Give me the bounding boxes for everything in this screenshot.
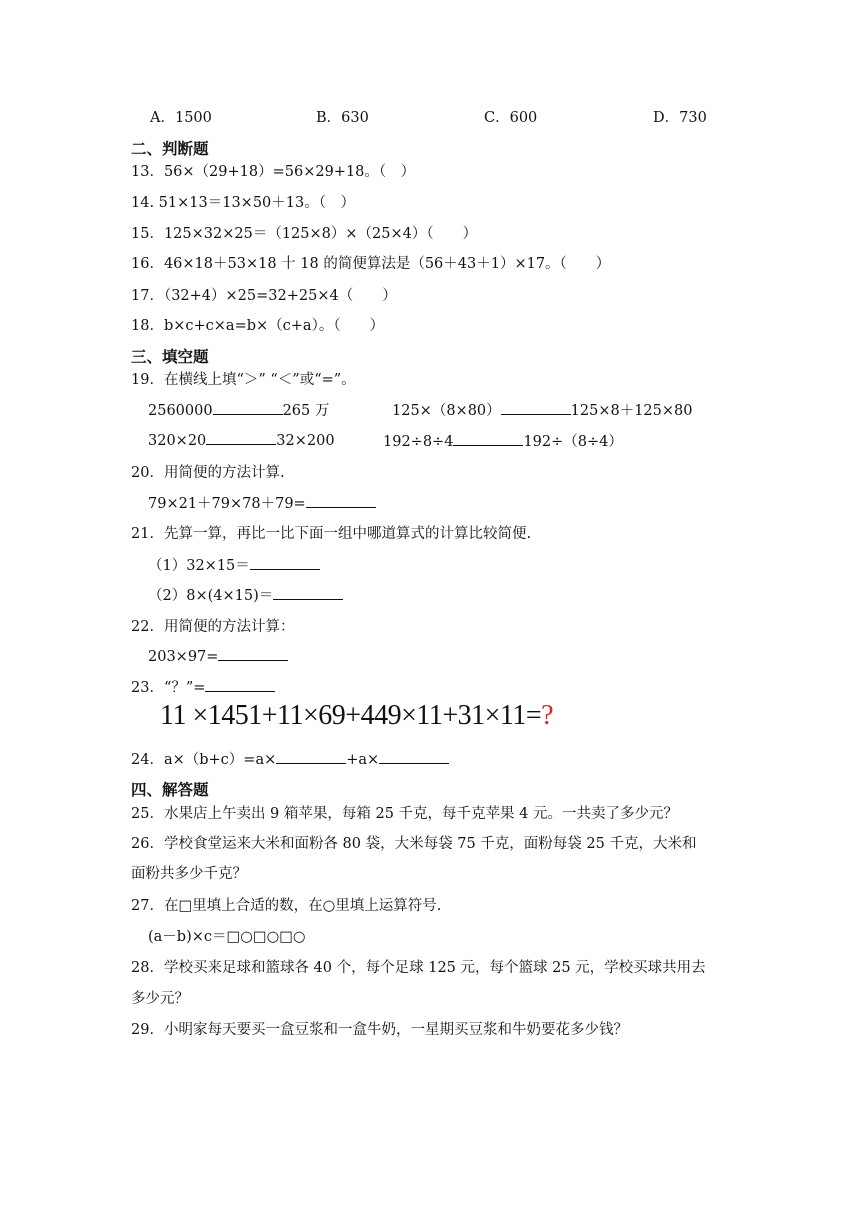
section-answer-title: 四、解答题: [131, 781, 209, 799]
question-23-title: 23．“？”=: [131, 680, 206, 696]
q23-equation-image: [160, 700, 553, 732]
question-26: 26．学校食堂运来大米和面粉各 80 袋，大米每袋 75 千克，面粉每袋 25 千克，大米和: [131, 836, 697, 852]
answer-blank[interactable]: [205, 677, 275, 692]
question-29: 29．小明家每天要买一盒豆浆和一盒牛奶，一星期买豆浆和牛奶要花多少钱？: [131, 1022, 628, 1038]
option-c: C．600: [484, 110, 538, 126]
q19-row1-left: [148, 399, 329, 420]
q19-row2-left: [148, 430, 335, 449]
question-25: 25．水果店上午卖出 9 箱苹果，每箱 25 千克，每千克苹果 4 元。一共卖了多少元？: [131, 806, 679, 822]
q19-expr: 265 万: [282, 403, 330, 419]
q19-row1-right: [392, 399, 692, 420]
q21-a-line: [148, 554, 320, 575]
q23-expr: 11 ×1451+11×69+449×11+31×11=: [160, 700, 542, 731]
q19-expr: 320×20: [148, 433, 207, 449]
question-19-title: 19．在横线上填“＞” “＜”或“=”。: [131, 372, 356, 388]
answer-blank[interactable]: [213, 400, 283, 415]
answer-blank[interactable]: [501, 400, 571, 415]
answer-blank[interactable]: [379, 749, 449, 764]
q27-expr: (a－b)×c＝□○□○□○: [148, 929, 306, 945]
section-judge-title: 二、判断题: [131, 140, 209, 158]
section-fill-title: 三、填空题: [131, 348, 209, 366]
question-22-title: 22．用简便的方法计算：: [131, 619, 295, 635]
question-26-cont: 面粉共多少千克？: [131, 866, 247, 882]
question-27: 27．在□里填上合适的数，在○里填上运算符号.: [131, 898, 442, 914]
q23-title-line: [131, 676, 275, 697]
question-mark-icon: ?: [541, 700, 554, 731]
question-13: 13．56×（29+18）=56×29+18。（ ）: [131, 164, 416, 180]
question-21-title: 21．先算一算，再比一比下面一组中哪道算式的计算比较简便.: [131, 526, 532, 542]
question-28: 28．学校买来足球和篮球各 40 个，每个足球 125 元，每个篮球 25 元，学校买球共用去: [131, 960, 706, 976]
question-24: [131, 748, 449, 769]
q19-expr: 32×200: [276, 433, 335, 449]
question-15: 15．125×32×25＝（125×8）×（25×4）（ ）: [131, 226, 478, 242]
question-17: 17．（32+4）×25=32+25×4（ ）: [131, 288, 397, 304]
q19-expr: 192÷8÷4: [383, 434, 454, 450]
question-14: 14. 51×13＝13×50＋13。（ ）: [131, 195, 355, 211]
answer-blank[interactable]: [218, 646, 288, 661]
q19-expr: 192÷（8÷4）: [523, 434, 623, 450]
q20-expr-line: [148, 492, 376, 513]
question-28-cont: 多少元？: [131, 991, 189, 1007]
option-a: A．1500: [150, 110, 212, 126]
answer-blank[interactable]: [273, 585, 343, 600]
q19-expr: 125×8＋125×80: [570, 403, 693, 419]
q21-b-line: [148, 584, 343, 605]
q22-expr: 203×97=: [148, 649, 219, 665]
answer-blank[interactable]: [453, 431, 523, 446]
q22-expr-line: [148, 646, 288, 665]
question-18: 18．b×c+c×a=b×（c+a）。（ ）: [131, 318, 385, 334]
q19-expr: 2560000: [148, 403, 213, 419]
answer-blank[interactable]: [306, 493, 376, 508]
question-20-title: 20．用简便的方法计算.: [131, 465, 285, 481]
q19-row2-right: [383, 430, 623, 451]
q20-expr: 79×21＋79×78＋79=: [148, 496, 306, 512]
q21-a: （1）32×15＝: [148, 558, 250, 574]
q24-part-b: +a×: [346, 752, 380, 768]
option-b: B．630: [316, 110, 369, 126]
answer-blank[interactable]: [206, 430, 276, 445]
answer-blank[interactable]: [276, 749, 346, 764]
answer-blank[interactable]: [250, 555, 320, 570]
q19-expr: 125×（8×80）: [392, 403, 501, 419]
option-d: D．730: [653, 110, 707, 126]
q24-part-a: 24．a×（b+c）=a×: [131, 752, 277, 768]
question-16: 16．46×18＋53×18 十 18 的简便算法是（56＋43＋1）×17。（ ）: [131, 256, 611, 272]
q21-b: （2）8×(4×15)＝: [148, 588, 274, 604]
